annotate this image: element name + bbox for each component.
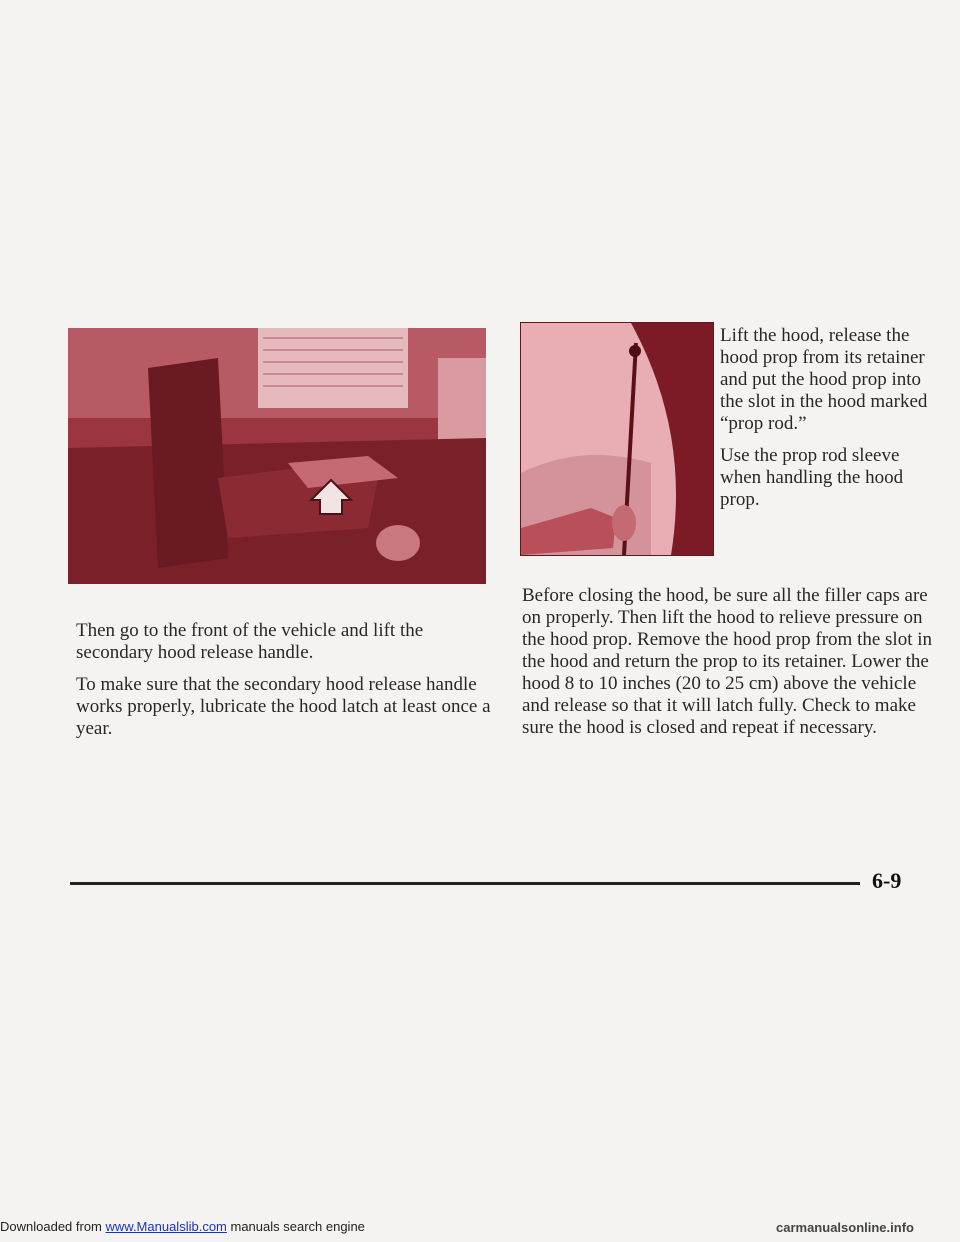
paragraph: Use the prop rod sleeve when handling the hood prop. bbox=[720, 445, 904, 510]
prop-rod-instructions bbox=[720, 325, 930, 521]
paragraph: Before closing the hood, be sure all the filler caps are on properly. Then lift the hood to relieve pressure on the hood prop. Remove the hood prop from the slot in the hood and return the prop to its retainer. Lower the hood 8 to 10 inches (20 to 25 cm) above the vehicle and release so that it will latch fully. Check to make sure the hood is closed and repeat if necessary. bbox=[522, 585, 933, 738]
page-number: 6-9 bbox=[872, 868, 902, 893]
secondary-release-instructions bbox=[76, 620, 496, 750]
download-banner bbox=[0, 1219, 365, 1234]
manualslib-link[interactable]: www.Manualslib.com bbox=[105, 1219, 227, 1234]
paragraph: Lift the hood, release the hood prop from its retainer and put the hood prop into the slot in the hood marked “prop rod.” bbox=[720, 325, 928, 434]
hood-latch-photo bbox=[68, 328, 486, 584]
paragraph: To make sure that the secondary hood release handle works properly, lubricate the hood latch at least once a year. bbox=[76, 674, 491, 739]
watermark: carmanualsonline.info bbox=[776, 1220, 914, 1235]
footer-divider bbox=[70, 882, 860, 885]
closing-hood-instructions bbox=[522, 585, 937, 749]
hood-prop-photo bbox=[520, 322, 714, 556]
banner-prefix: Downloaded from bbox=[0, 1219, 106, 1234]
paragraph: Then go to the front of the vehicle and lift the secondary hood release handle. bbox=[76, 620, 424, 663]
banner-suffix: manuals search engine bbox=[226, 1219, 365, 1234]
